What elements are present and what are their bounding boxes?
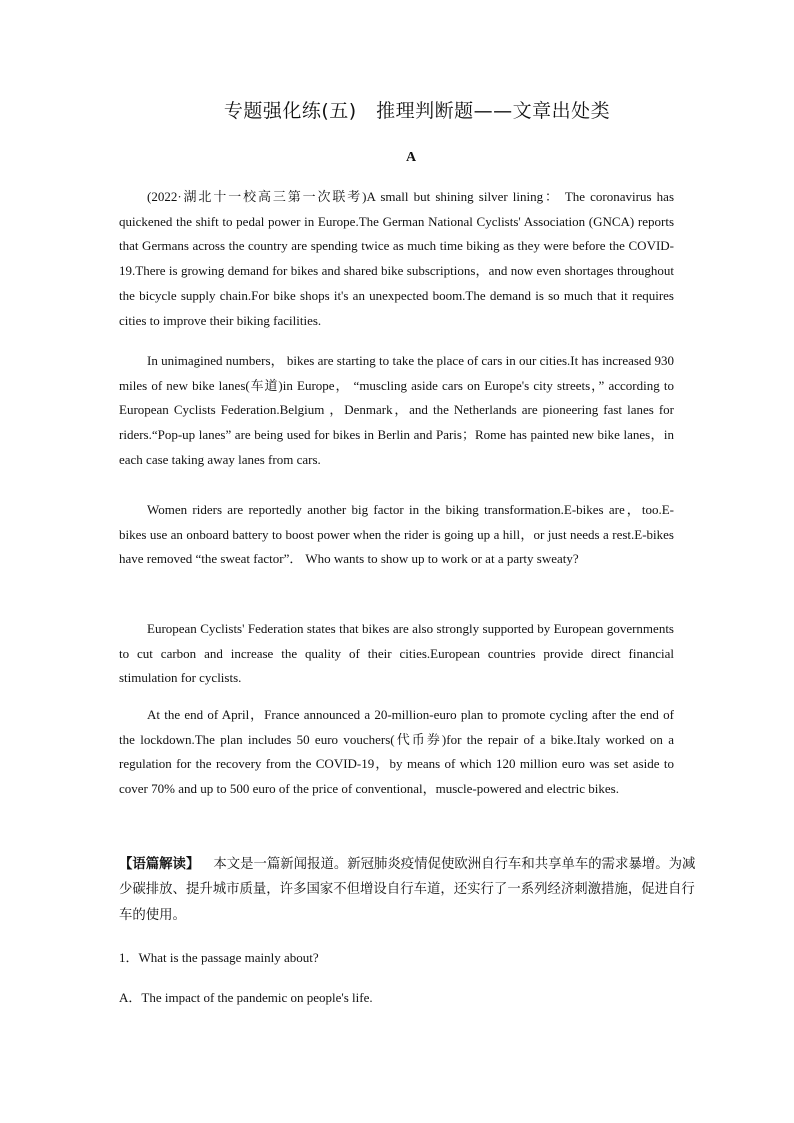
question-1-option-a: A．The impact of the pandemic on people's life. <box>119 990 373 1005</box>
passage-paragraph-2: In unimagined numbers， bikes are starting to take the place of cars in our cities.It has increased 930 miles of new bike lanes(车道)in Europe， “muscling aside cars on Europe's city streets，” according to European Cyclists Federation.Belgium ，Denmark，and the Netherlands are pioneering fast lanes for riders.“Pop-up lanes” are being used for bikes in Berlin and Paris；Rome has painted new bike lanes，in each case taking away lanes from cars. <box>119 353 674 467</box>
reading-analysis-text: 本文是一篇新闻报道。新冠肺炎疫情促使欧洲自行车和共享单车的需求暴增。为减少碳排放、提升城市质量，许多国家不但增设自行车道，还实行了一系列经济刺激措施，促进自行车的使用。 <box>119 857 696 923</box>
question-1: 1．What is the passage mainly about? <box>119 950 319 965</box>
section-label: A <box>405 150 417 165</box>
reading-analysis <box>119 852 699 928</box>
passage-paragraph-5: At the end of April，France announced a 20-million-euro plan to promote cycling after the end of the lockdown.The plan includes 50 euro vouchers(代币券)for the repair of a bike.Italy worked on a regulation for the recovery from the COVID-19，by means of which 120 million euro was set aside to cover 70% and up to 500 euro of the price of conventional，muscle-powered and electric bikes. <box>119 707 674 797</box>
passage-paragraph-4: European Cyclists' Federation states that bikes are also strongly supported by European governments to cut carbon and increase the quality of their cities.European countries provide direct financial stimulation for cyclists. <box>119 621 674 686</box>
passage-paragraph-1: (2022·湖北十一校高三第一次联考)A small but shining silver lining： The coronavirus has quickened the shift to pedal power in Europe.The German National Cyclists' Association (GNCA) reports that Germans across the country are spending twice as much time biking as they were before the COVID-19.There is growing demand for bikes and shared bike subscriptions，and now even shortages throughout the bicycle supply chain.For bike shops it's an unexpected boom.The demand is so much that it requires cities to improve their biking facilities. <box>119 189 674 328</box>
passage-paragraph-3: Women riders are reportedly another big factor in the biking transformation.E-bikes are，too.E-bikes use an onboard battery to boost power when the rider is going up a hill，or just needs a rest.E-bikes have removed “the sweat factor”． Who wants to show up to work or at a party sweaty? <box>119 502 674 567</box>
document-title: 专题强化练(五) 推理判断题——文章出处类 <box>223 100 611 122</box>
reading-analysis-tag: 【语篇解读】 <box>119 857 200 872</box>
